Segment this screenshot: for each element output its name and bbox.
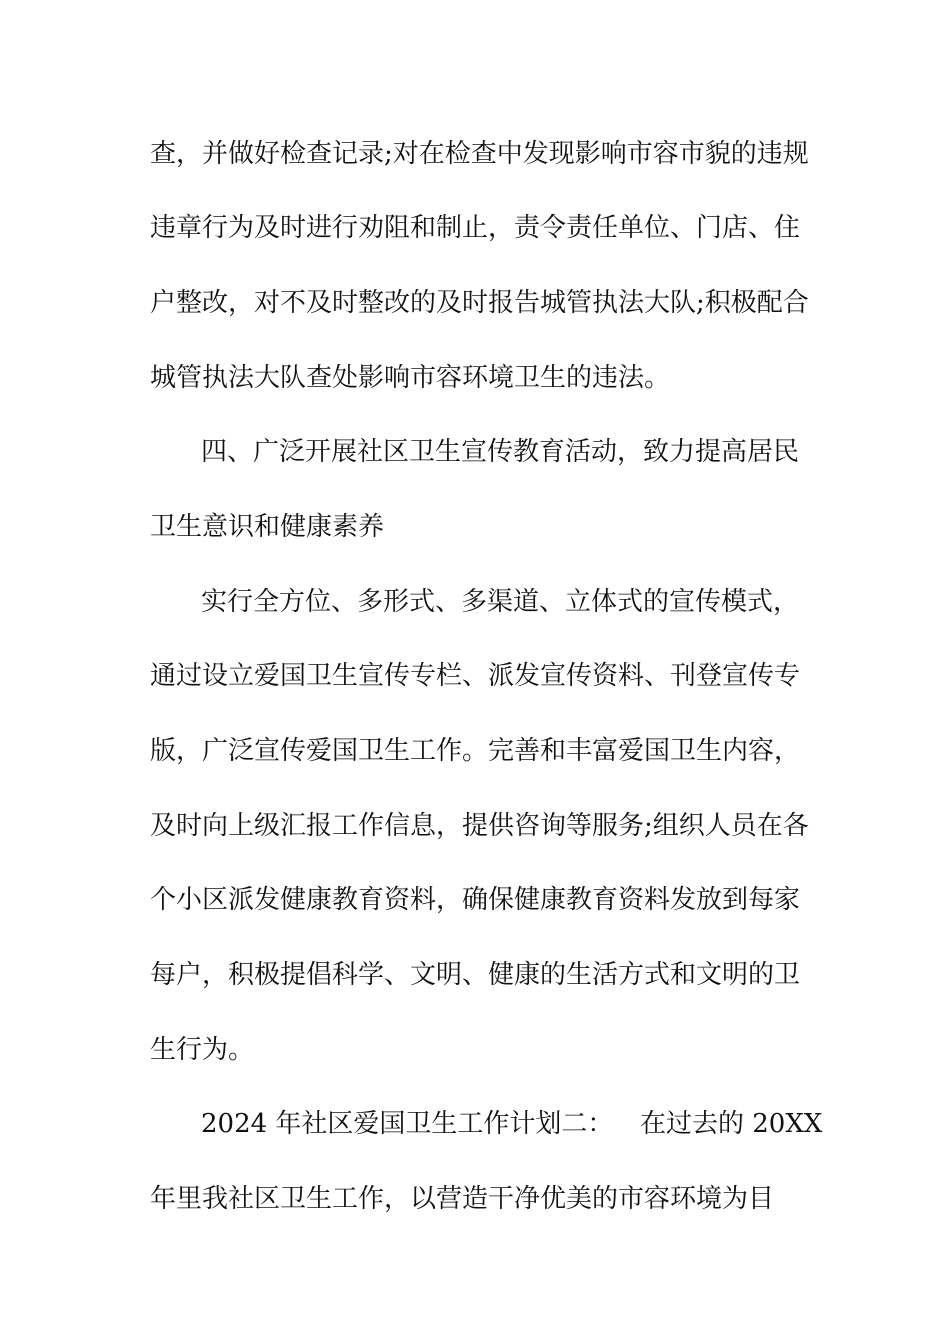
plan-heading: 2024 年社区爱国卫生工作计划二： — [201, 1109, 614, 1139]
text-line-12: 每户，积极提倡科学、文明、健康的生活方式和文明的卫 — [150, 960, 801, 990]
text-line-9: 版，广泛宣传爱国卫生工作。完善和丰富爱国卫生内容， — [150, 736, 801, 766]
text-line-11: 个小区派发健康教育资料，确保健康教育资料发放到每家 — [150, 885, 801, 915]
text-line-1: 查，并做好检查记录;对在检查中发现影响市容市貌的违规 — [150, 139, 809, 169]
text-line-4: 城管执法大队查处影响市容环境卫生的违法。 — [150, 363, 671, 393]
section-heading-line-1: 四、广泛开展社区卫生宣传教育活动，致力提高居民 — [201, 437, 800, 467]
text-line-7: 实行全方位、多形式、多渠道、立体式的宣传模式， — [201, 587, 800, 617]
section-heading-line-2: 卫生意识和健康素养 — [150, 512, 385, 542]
text-line-3: 户整改，对不及时整改的及时报告城管执法大队;积极配合 — [150, 288, 809, 318]
text-line-15: 年里我社区卫生工作，以营造干净优美的市容环境为目 — [150, 1184, 775, 1214]
text-line-10: 及时向上级汇报工作信息，提供咨询等服务;组织人员在各 — [150, 811, 809, 841]
text-line-2: 违章行为及时进行劝阻和制止，责令责任单位、门店、住 — [150, 213, 801, 243]
text-line-13: 生行为。 — [150, 1035, 255, 1065]
text-line-8: 通过设立爱国卫生宣传专栏、派发宣传资料、刊登宣传专 — [150, 661, 801, 691]
text-line-14-tail: 在过去的 20XX — [640, 1109, 823, 1139]
